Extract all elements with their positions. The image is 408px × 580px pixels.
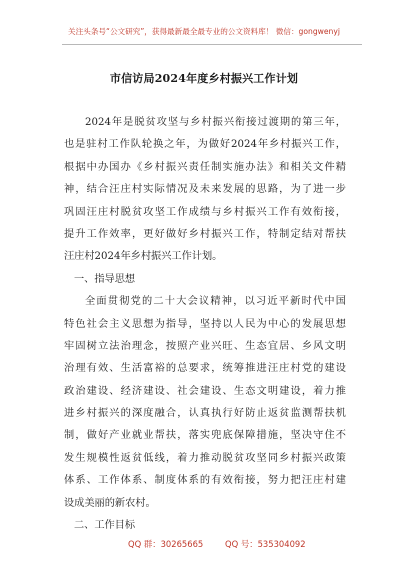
section1-line: 设成美丽的新农村。 — [64, 497, 156, 509]
intro-line: 神，结合汪庄村实际情况及未来发展的思路，为了进一步 — [64, 184, 346, 196]
section1-line: 进乡村振兴的深度融合，认真执行好防止返贫监测帮扶机 — [64, 408, 346, 420]
section1-line: 制，做好产业就业帮扶，落实兜底保障措施，坚决守住不 — [64, 430, 346, 442]
section-heading-guiding-ideology: 一、指导思想 — [74, 273, 136, 285]
footer-contact — [0, 538, 408, 552]
section1-line: 治理有效、生活富裕的总要求，统筹推进汪庄村党的建设 — [64, 363, 346, 375]
section1-line: 全面贯彻党的二十大会议精神，以习近平新时代中国 — [85, 296, 346, 308]
section1-line: 体系、工作体系、制度体系的有效衔接，努力把汪庄村建 — [64, 475, 346, 487]
document-body — [64, 112, 346, 537]
intro-line: 汪庄村2024年乡村振兴工作计划。 — [64, 251, 223, 263]
section1-line: 政治建设、经济建设、社会建设、生态文明建设，着力推 — [64, 385, 346, 397]
header-banner: 关注头条号“公文研究”，获得最新最全最专业的公文资料库！ 微信：gongwenyj — [68, 27, 340, 36]
intro-line: 2024年是脱贫攻坚与乡村振兴衔接过渡期的第三年， — [85, 117, 346, 128]
header-divider — [62, 44, 362, 45]
document-title: 市信访局2024年度乡村振兴工作计划 — [109, 72, 299, 85]
section1-line: 特色社会主义思想为指导，坚持以人民为中心的发展思想 — [64, 318, 346, 330]
intro-line: 根据中办国办《乡村振兴责任制实施办法》和相关文件精 — [64, 161, 346, 173]
qq-account-number: QQ 号：535304092 — [225, 539, 306, 549]
intro-line: 提升工作效率，更好做好乡村振兴工作，特制定结对帮扶 — [64, 228, 346, 240]
section1-line: 发生规模性返贫低线，着力推动脱贫攻坚同乡村振兴政策 — [64, 452, 346, 464]
section-heading-work-goals: 二、工作目标 — [74, 520, 136, 532]
intro-line: 也是驻村工作队轮换之年，为做好2024年乡村振兴工作， — [64, 139, 346, 151]
intro-line: 巩固汪庄村脱贫攻坚工作成绩与乡村振兴工作有效衔接， — [64, 206, 346, 218]
qq-group-number: QQ 群：30265665 — [128, 539, 204, 549]
section1-line: 牢固树立法治理念，按照产业兴旺、生态宜居、乡风文明 — [64, 340, 346, 352]
